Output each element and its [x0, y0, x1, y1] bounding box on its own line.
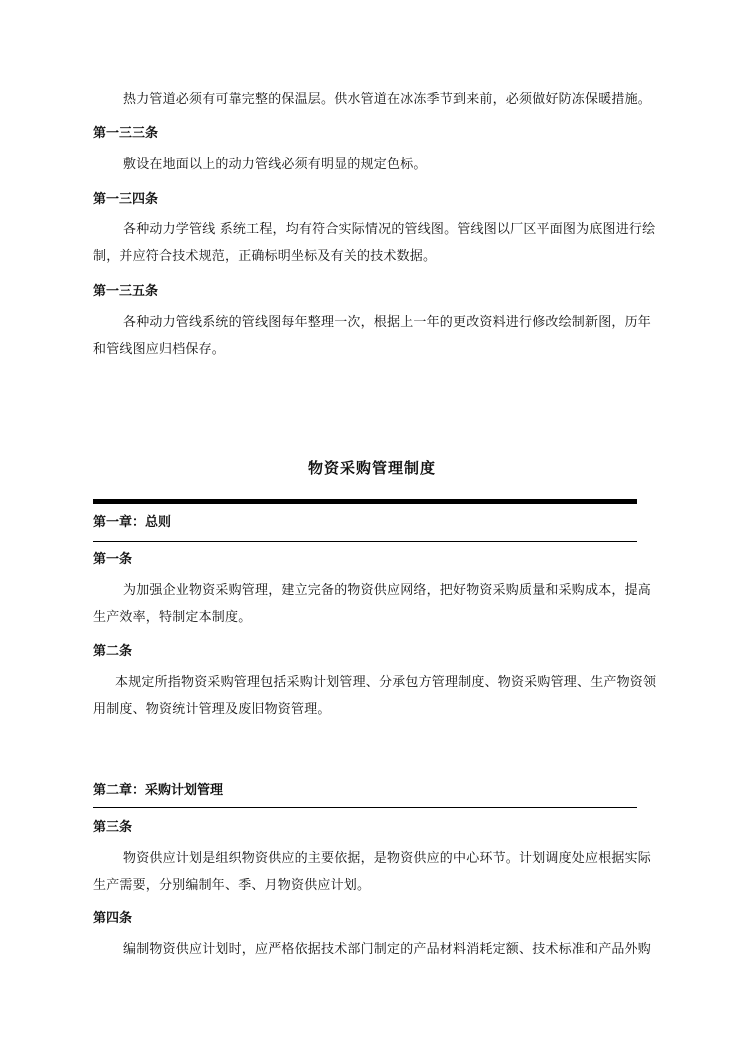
article-4-heading: 第四条	[93, 911, 133, 926]
chapter-2-divider	[93, 807, 637, 808]
article-134-text: 各种动力学管线 系统工程，均有符合实际情况的管线图。管线图以厂区平面图为底图进行绘制，并应符合技术规范，正确标明坐标及有关的技术数据。	[93, 222, 656, 264]
article-133-heading: 第一三三条	[93, 126, 159, 141]
article-2-text: 本规定所指物资采购管理包括采购计划管理、分承包方管理制度、物资采购管理、生产物资领用制度、物资统计管理及废旧物资管理。	[93, 675, 657, 717]
chapter-1-divider	[93, 541, 637, 542]
paragraph-insulation: 热力管道必须有可靠完整的保温层。供水管道在冰冻季节到来前，必须做好防冻保暖措施。	[123, 92, 652, 107]
article-2-heading: 第二条	[93, 644, 133, 659]
article-134-heading: 第一三四条	[93, 192, 159, 207]
chapter-2-heading: 第二章：采购计划管理	[93, 783, 224, 798]
article-1-heading: 第一条	[93, 552, 133, 567]
chapter-1-heading: 第一章：总则	[93, 515, 172, 530]
document-title: 物资采购管理制度	[307, 459, 436, 477]
article-3-heading: 第三条	[93, 820, 133, 835]
article-133-text: 敷设在地面以上的动力管线必须有明显的规定色标。	[123, 157, 427, 172]
article-4-text: 编制物资供应计划时，应严格依据技术部门制定的产品材料消耗定额、技术标准和产品外购	[123, 942, 652, 957]
article-3-text: 物资供应计划是组织物资供应的主要依据，是物资供应的中心环节。计划调度处应根据实际生产需要，分别编制年、季、月物资供应计划。	[93, 851, 652, 893]
article-1-text: 为加强企业物资采购管理，建立完备的物资供应网络，把好物资采购质量和采购成本，提高生产效率，特制定本制度。	[93, 583, 652, 625]
title-divider	[93, 499, 637, 504]
article-135-text: 各种动力管线系统的管线图每年整理一次，根据上一年的更改资料进行修改绘制新图，历年和管线图应归档保存。	[93, 315, 652, 357]
article-135-heading: 第一三五条	[93, 284, 159, 299]
